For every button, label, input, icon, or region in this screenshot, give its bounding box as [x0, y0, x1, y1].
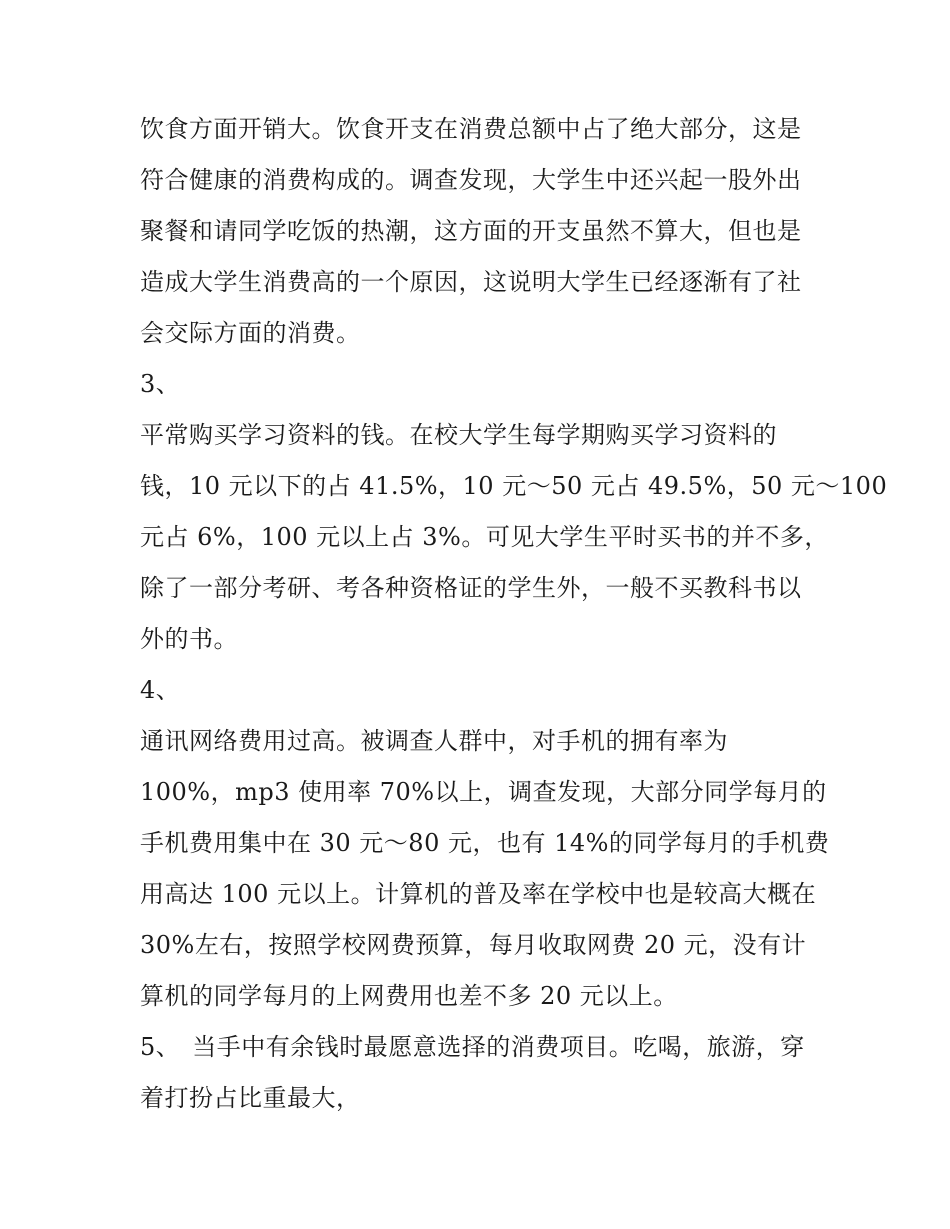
paragraph-line: 除了一部分考研、考各种资格证的学生外，一般不买教科书以 [140, 574, 802, 602]
paragraph-line: 聚餐和请同学吃饭的热潮，这方面的开支虽然不算大，但也是 [140, 217, 802, 245]
section-number-3: 3、 [140, 370, 181, 398]
paragraph-line: 饮食方面开销大。饮食开支在消费总额中占了绝大部分，这是 [140, 115, 802, 143]
paragraph-line: 钱，10 元以下的占 41.5%，10 元～50 元占 49.5%，50 元～100 [140, 472, 888, 500]
section-number-5: 5、 [140, 1033, 181, 1061]
document-body [140, 104, 888, 1124]
paragraph-line: 100%，mp3 使用率 70%以上，调查发现，大部分同学每月的 [140, 778, 827, 806]
paragraph-line: 造成大学生消费高的一个原因，这说明大学生已经逐渐有了社 [140, 268, 802, 296]
section-number-4: 4、 [140, 676, 181, 704]
paragraph-line: 着打扮占比重最大， [140, 1084, 361, 1112]
paragraph-line: 符合健康的消费构成的。调查发现，大学生中还兴起一股外出 [140, 166, 802, 194]
paragraph-text: 当手中有余钱时最愿意选择的消费项目。吃喝，旅游，穿 [192, 1033, 805, 1061]
paragraph-line: 会交际方面的消费。 [140, 319, 361, 347]
paragraph-line: 算机的同学每月的上网费用也差不多 20 元以上。 [140, 982, 678, 1010]
paragraph-line: 30%左右，按照学校网费预算，每月收取网费 20 元，没有计 [140, 931, 807, 959]
item-5-line [140, 1022, 820, 1073]
paragraph-line: 元占 6%，100 元以上占 3%。可见大学生平时买书的并不多， [140, 523, 829, 551]
paragraph-line: 用高达 100 元以上。计算机的普及率在学校中也是较高大概在 [140, 880, 817, 908]
paragraph-line: 手机费用集中在 30 元～80 元，也有 14%的同学每月的手机费 [140, 829, 830, 857]
paragraph-line: 通讯网络费用过高。被调查人群中，对手机的拥有率为 [140, 727, 728, 755]
paragraph-line: 外的书。 [140, 625, 238, 653]
paragraph-line: 平常购买学习资料的钱。在校大学生每学期购买学习资料的 [140, 421, 777, 449]
